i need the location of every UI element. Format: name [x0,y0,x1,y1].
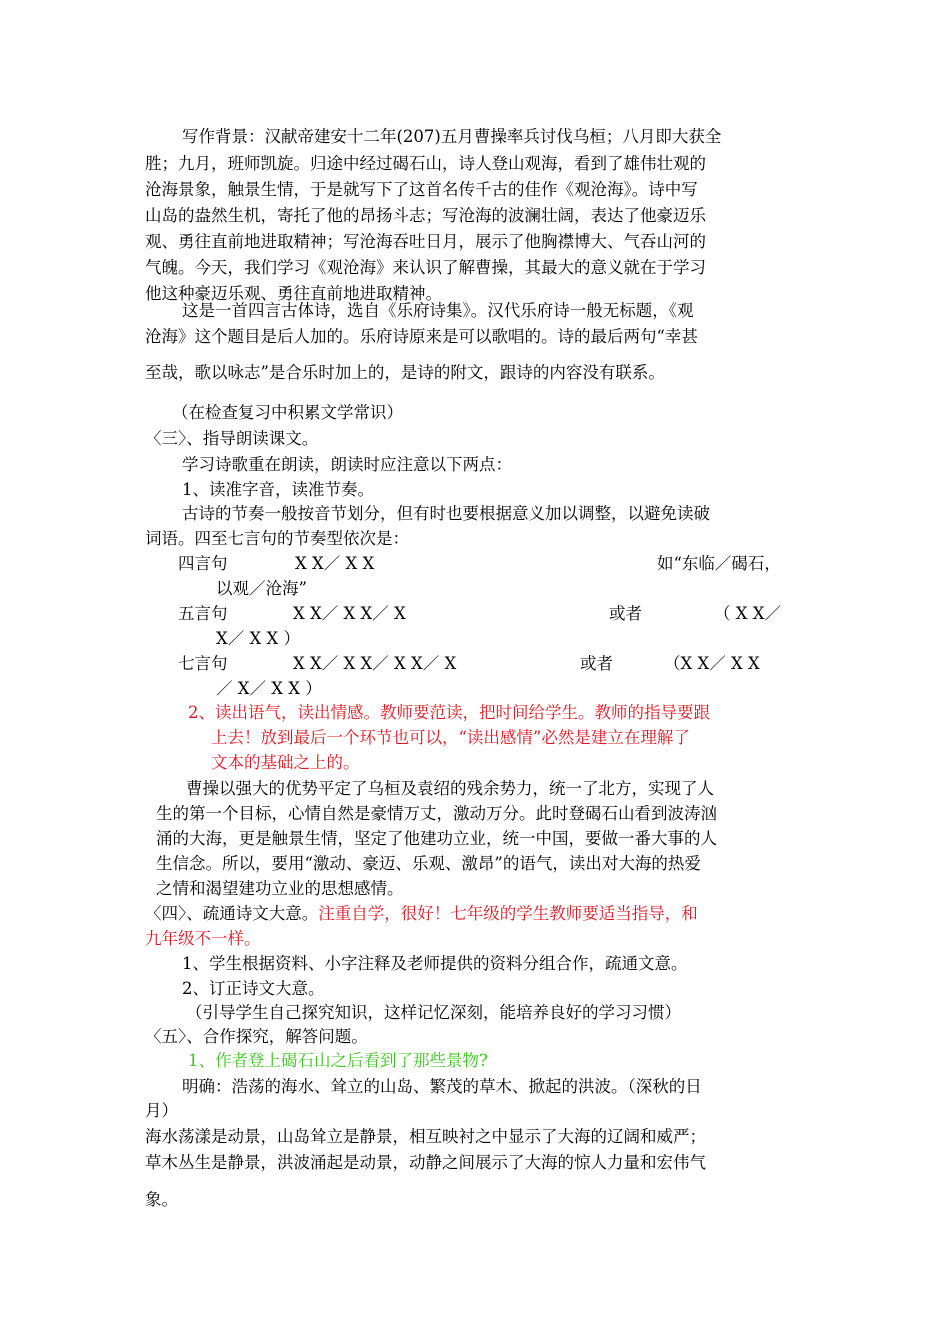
rhythm-five-alt: X／ X X ） [216,629,300,648]
rhythm-four-example: 如“东临／碣石， [657,554,781,573]
answer-line: 海水荡漾是动景，山岛耸立是静景，相互映衬之中显示了大海的辽阔和威严； [145,1127,706,1146]
rhythm-seven-or: 或者 [580,654,613,673]
rhythm-four-label: 四言句 [178,554,228,573]
rhythm-seven-alt: （X X／ X X [664,654,760,673]
rhythm-five-alt: （ X X／ [714,604,781,623]
body-line: 之情和渴望建功立业的思想感情。 [156,879,404,898]
section-heading-4-text: 〈四〉、疏通诗文大意。 [145,904,319,923]
question-line: 1、作者登上碣石山之后看到了那些景物? [188,1051,488,1070]
teacher-comment: 注重自学，很好！七年级的学生教师要适当指导，和 [318,904,698,923]
teaching-note: （在检查复习中积累文学常识） [172,403,403,422]
background-line: 胜；九月，班师凯旋。归途中经过碣石山，诗人登山观海，看到了雄伟壮观的 [145,154,706,173]
intro-line: 这是一首四言古体诗，选自《乐府诗集》。汉代乐府诗一般无标题，《观 [182,301,694,320]
background-line: 观、勇往直前地进取精神；写沧海吞吐日月，展示了他胸襟博大、气吞山河的 [145,232,706,251]
body-line: 学习诗歌重在朗读，朗读时应注意以下两点： [182,455,512,474]
body-line: 词语。四至七言句的节奏型依次是： [145,529,409,548]
list-item: 2、订正诗文大意。 [182,979,325,998]
section-heading-3: 〈三〉、指导朗读课文。 [145,429,319,448]
body-line: 曹操以强大的优势平定了乌桓及袁绍的残余势力，统一了北方，实现了人 [186,779,714,798]
section-heading-5: 〈五〉、合作探究，解答问题。 [145,1027,368,1046]
rhythm-five-pattern: X X／ X X／ X [293,604,406,623]
answer-line: 草木丛生是静景，洪波涌起是动景，动静之间展示了大海的惊人力量和宏伟气 [145,1153,706,1172]
body-line: 生信念。所以，要用“激动、豪迈、乐观、激昂”的语气，读出对大海的热爱 [156,854,701,873]
list-item: 1、学生根据资料、小字注释及老师提供的资料分组合作，疏通文意。 [182,954,688,973]
rhythm-four-example: 以观／沧海” [216,579,307,598]
rhythm-five-label: 五言句 [178,604,228,623]
background-line: 沧海景象，触景生情，于是就写下了这首名传千古的佳作《观沧海》。诗中写 [145,180,698,199]
teaching-note: （引导学生自己探究知识，这样记忆深刻，能培养良好的学习习惯） [186,1003,681,1022]
rhythm-five-or: 或者 [609,604,642,623]
teacher-comment: 文本的基础之上的。 [211,753,360,772]
answer-line: 月） [145,1101,178,1120]
intro-line: 沧海》这个题目是后人加的。乐府诗原来是可以歌唱的。诗的最后两句“幸甚 [145,327,698,346]
rhythm-seven-pattern: X X／ X X／ X X／ X [293,654,457,673]
rhythm-seven-label: 七言句 [178,654,228,673]
answer-line: 明确：浩荡的海水、耸立的山岛、繁茂的草木、掀起的洪波。（深秋的日 [182,1077,702,1096]
body-line: 涌的大海，更是触景生情，坚定了他建功立业，统一中国，要做一番大事的人 [156,829,717,848]
teacher-comment: 上去！放到最后一个环节也可以，“读出感情”必然是建立在理解了 [211,728,690,747]
section-heading-4 [145,903,698,925]
teacher-comment: 2、读出语气，读出情感。教师要范读，把时间给学生。教师的指导要跟 [188,703,710,722]
intro-line: 至哉，歌以咏志”是合乐时加上的，是诗的附文，跟诗的内容没有联系。 [145,363,665,382]
body-line: 古诗的节奏一般按音节划分，但有时也要根据意义加以调整，以避免读破 [182,504,710,523]
background-line: 气魄。今天，我们学习《观沧海》来认识了解曹操，其最大的意义就在于学习 [145,258,706,277]
rhythm-seven-alt: ／ X／ X X ） [216,679,322,698]
body-line: 生的第一个目标，心情自然是豪情万丈，激动万分。此时登碣石山看到波涛汹 [156,804,717,823]
body-line: 1、读准字音，读准节奏。 [182,480,374,499]
background-line: 写作背景：汉献帝建安十二年(207)五月曹操率兵讨伐乌桓；八月即大获全 [182,127,722,146]
answer-line: 象。 [145,1190,178,1209]
background-line: 他这种豪迈乐观、勇往直前地进取精神。 [145,284,442,303]
background-line: 山岛的盎然生机，寄托了他的昂扬斗志；写沧海的波澜壮阔，表达了他豪迈乐 [145,206,706,225]
rhythm-four-pattern: X X／ X X [295,554,375,573]
teacher-comment: 九年级不一样。 [145,929,261,948]
